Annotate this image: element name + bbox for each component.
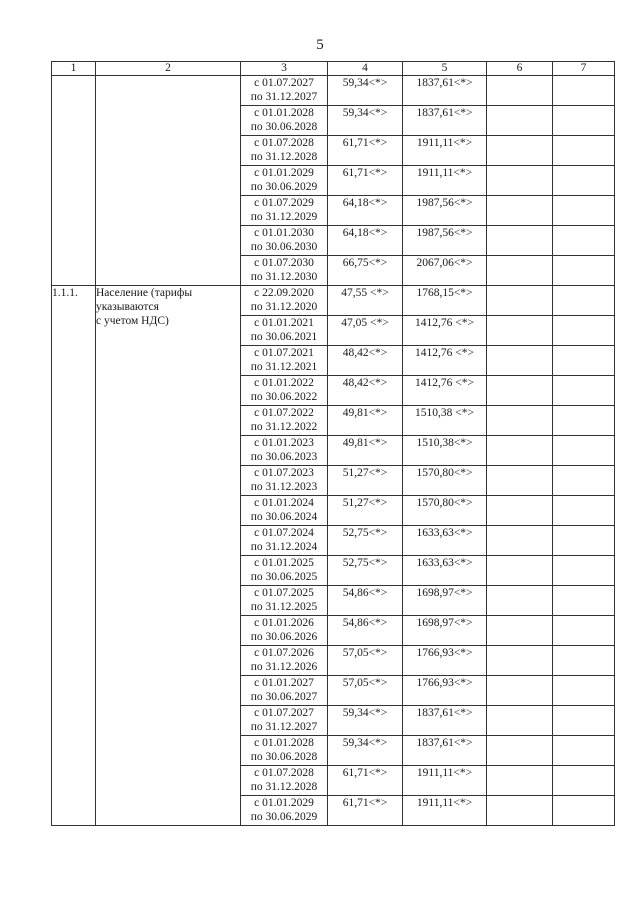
col6-cell [487,796,553,826]
period-cell [241,256,328,286]
period-cell [241,466,328,496]
period-from: с 01.07.2022 [254,407,314,419]
period-from: с 01.01.2028 [254,737,314,749]
period-cell [241,646,328,676]
period-to: по 31.12.2027 [250,91,318,103]
period-from: с 01.07.2027 [254,707,314,719]
tariff-col4-cell: 64,18<*> [328,196,403,226]
tariff-col4-cell: 49,81<*> [328,436,403,466]
table-row [52,286,615,316]
tariff-col5-cell: 1837,61<*> [403,76,487,106]
col6-cell [487,466,553,496]
tariff-col5-cell: 1412,76 <*> [403,316,487,346]
tariff-col4-cell: 47,55 <*> [328,286,403,316]
col7-cell [553,526,615,556]
col6-cell [487,706,553,736]
period-from: с 01.07.2024 [254,527,314,539]
col7-cell [553,166,615,196]
col6-cell [487,646,553,676]
period-from: с 01.01.2025 [254,557,314,569]
period-to: по 31.12.2023 [250,481,318,493]
period-cell [241,376,328,406]
period-cell [241,706,328,736]
period-cell [241,226,328,256]
col6-cell [487,586,553,616]
consumer-category-line: Население (тарифы [96,287,193,299]
header-col-6: 6 [487,62,553,76]
col7-cell [553,586,615,616]
col6-cell [487,676,553,706]
tariff-col4-cell: 59,34<*> [328,76,403,106]
header-col-3: 3 [241,62,328,76]
tariff-col5-cell: 1911,11<*> [403,166,487,196]
period-to: по 30.06.2026 [250,631,318,643]
col7-cell [553,376,615,406]
tariff-col5-cell: 1633,63<*> [403,526,487,556]
period-to: по 31.12.2022 [250,421,318,433]
table-body [52,76,615,826]
period-to: по 31.12.2028 [250,781,318,793]
period-cell [241,136,328,166]
col7-cell [553,196,615,226]
col7-cell [553,346,615,376]
period-to: по 30.06.2027 [250,691,318,703]
col7-cell [553,436,615,466]
header-col-1: 1 [52,62,96,76]
period-cell [241,586,328,616]
col6-cell [487,616,553,646]
tariff-col5-cell: 1911,11<*> [403,766,487,796]
page-number: 5 [316,37,324,53]
row-number-cell: 1.1.1. [52,286,96,826]
col7-cell [553,226,615,256]
period-cell [241,436,328,466]
period-cell [241,526,328,556]
period-from: с 01.01.2021 [254,317,314,329]
period-from: с 01.01.2030 [254,227,314,239]
col6-cell [487,196,553,226]
col7-cell [553,256,615,286]
col7-cell [553,796,615,826]
header-col-5: 5 [403,62,487,76]
period-cell [241,556,328,586]
period-to: по 31.12.2021 [250,361,318,373]
period-from: с 01.01.2022 [254,377,314,389]
header-col-2: 2 [96,62,241,76]
period-to: по 30.06.2030 [250,241,318,253]
consumer-category-line: с учетом НДС) [96,315,169,327]
period-cell [241,166,328,196]
period-from: с 01.07.2028 [254,767,314,779]
col7-cell [553,316,615,346]
tariff-col4-cell: 51,27<*> [328,496,403,526]
period-from: с 01.01.2023 [254,437,314,449]
period-to: по 31.12.2020 [250,301,318,313]
period-from: с 01.07.2028 [254,137,314,149]
tariff-col5-cell: 1768,15<*> [403,286,487,316]
period-cell [241,766,328,796]
col6-cell [487,106,553,136]
col7-cell [553,496,615,526]
tariff-col5-cell: 1987,56<*> [403,226,487,256]
period-cell [241,676,328,706]
period-from: с 01.07.2027 [254,77,314,89]
tariff-table [51,61,615,826]
col6-cell [487,136,553,166]
col6-cell [487,736,553,766]
period-from: с 01.01.2029 [254,797,314,809]
table-header-row [52,62,615,76]
tariff-col5-cell: 1911,11<*> [403,796,487,826]
period-cell [241,496,328,526]
period-cell [241,316,328,346]
period-from: с 01.07.2023 [254,467,314,479]
row-number-cell [52,76,96,286]
tariff-col4-cell: 54,86<*> [328,586,403,616]
tariff-col5-cell: 1698,97<*> [403,616,487,646]
period-to: по 30.06.2028 [250,121,318,133]
period-from: с 01.07.2026 [254,647,314,659]
tariff-col5-cell: 1570,80<*> [403,466,487,496]
tariff-col5-cell: 1837,61<*> [403,736,487,766]
period-from: с 01.01.2026 [254,617,314,629]
col7-cell [553,556,615,586]
col6-cell [487,286,553,316]
period-from: с 01.07.2025 [254,587,314,599]
tariff-col5-cell: 1837,61<*> [403,706,487,736]
consumer-category-line: указываются [96,301,159,313]
tariff-col5-cell: 1412,76 <*> [403,346,487,376]
period-cell [241,106,328,136]
tariff-col5-cell: 1412,76 <*> [403,376,487,406]
tariff-col4-cell: 59,34<*> [328,106,403,136]
period-cell [241,616,328,646]
tariff-col4-cell: 52,75<*> [328,556,403,586]
period-cell [241,196,328,226]
tariff-col4-cell: 61,71<*> [328,796,403,826]
col6-cell [487,376,553,406]
col6-cell [487,76,553,106]
period-to: по 30.06.2024 [250,511,318,523]
period-cell [241,736,328,766]
period-from: с 22.09.2020 [254,287,314,299]
col6-cell [487,496,553,526]
period-from: с 01.01.2027 [254,677,314,689]
col6-cell [487,166,553,196]
tariff-col5-cell: 1698,97<*> [403,586,487,616]
tariff-col4-cell: 47,05 <*> [328,316,403,346]
period-from: с 01.01.2029 [254,167,314,179]
period-to: по 31.12.2027 [250,721,318,733]
tariff-col4-cell: 59,34<*> [328,706,403,736]
tariff-col4-cell: 54,86<*> [328,616,403,646]
period-from: с 01.01.2028 [254,107,314,119]
tariff-col4-cell: 48,42<*> [328,346,403,376]
consumer-category-cell [96,76,241,286]
tariff-col4-cell: 48,42<*> [328,376,403,406]
tariff-col5-cell: 1570,80<*> [403,496,487,526]
header-col-4: 4 [328,62,403,76]
period-to: по 31.12.2030 [250,271,318,283]
col6-cell [487,766,553,796]
period-to: по 31.12.2024 [250,541,318,553]
col6-cell [487,316,553,346]
col7-cell [553,136,615,166]
period-to: по 30.06.2025 [250,571,318,583]
table-row [52,76,615,106]
period-to: по 31.12.2029 [250,211,318,223]
col7-cell [553,646,615,676]
period-to: по 31.12.2026 [250,661,318,673]
tariff-col4-cell: 59,34<*> [328,736,403,766]
col7-cell [553,766,615,796]
col6-cell [487,346,553,376]
tariff-col5-cell: 1987,56<*> [403,196,487,226]
period-from: с 01.01.2024 [254,497,314,509]
period-cell [241,346,328,376]
col6-cell [487,256,553,286]
period-from: с 01.07.2021 [254,347,314,359]
col6-cell [487,226,553,256]
tariff-col5-cell: 1766,93<*> [403,676,487,706]
period-from: с 01.07.2029 [254,197,314,209]
col6-cell [487,556,553,586]
tariff-col4-cell: 51,27<*> [328,466,403,496]
tariff-col5-cell: 1911,11<*> [403,136,487,166]
header-col-7: 7 [553,62,615,76]
tariff-col5-cell: 1510,38<*> [403,436,487,466]
tariff-col4-cell: 49,81<*> [328,406,403,436]
tariff-col4-cell: 57,05<*> [328,676,403,706]
tariff-col4-cell: 61,71<*> [328,136,403,166]
col7-cell [553,286,615,316]
consumer-category-cell [96,286,241,826]
period-to: по 30.06.2023 [250,451,318,463]
col7-cell [553,616,615,646]
col6-cell [487,526,553,556]
period-from: с 01.07.2030 [254,257,314,269]
period-cell [241,286,328,316]
tariff-col4-cell: 52,75<*> [328,526,403,556]
period-to: по 30.06.2029 [250,811,318,823]
col7-cell [553,676,615,706]
period-cell [241,796,328,826]
tariff-col5-cell: 1633,63<*> [403,556,487,586]
period-to: по 31.12.2025 [250,601,318,613]
period-to: по 30.06.2022 [250,391,318,403]
tariff-col4-cell: 64,18<*> [328,226,403,256]
tariff-col4-cell: 66,75<*> [328,256,403,286]
col7-cell [553,76,615,106]
period-to: по 30.06.2028 [250,751,318,763]
tariff-col4-cell: 57,05<*> [328,646,403,676]
period-to: по 31.12.2028 [250,151,318,163]
tariff-col4-cell: 61,71<*> [328,766,403,796]
period-to: по 30.06.2021 [250,331,318,343]
col7-cell [553,106,615,136]
col7-cell [553,736,615,766]
col6-cell [487,406,553,436]
col7-cell [553,706,615,736]
col6-cell [487,436,553,466]
period-cell [241,406,328,436]
col7-cell [553,406,615,436]
tariff-col5-cell: 1510,38 <*> [403,406,487,436]
period-cell [241,76,328,106]
tariff-col4-cell: 61,71<*> [328,166,403,196]
period-to: по 30.06.2029 [250,181,318,193]
tariff-col5-cell: 1837,61<*> [403,106,487,136]
tariff-col5-cell: 2067,06<*> [403,256,487,286]
col7-cell [553,466,615,496]
tariff-col5-cell: 1766,93<*> [403,646,487,676]
